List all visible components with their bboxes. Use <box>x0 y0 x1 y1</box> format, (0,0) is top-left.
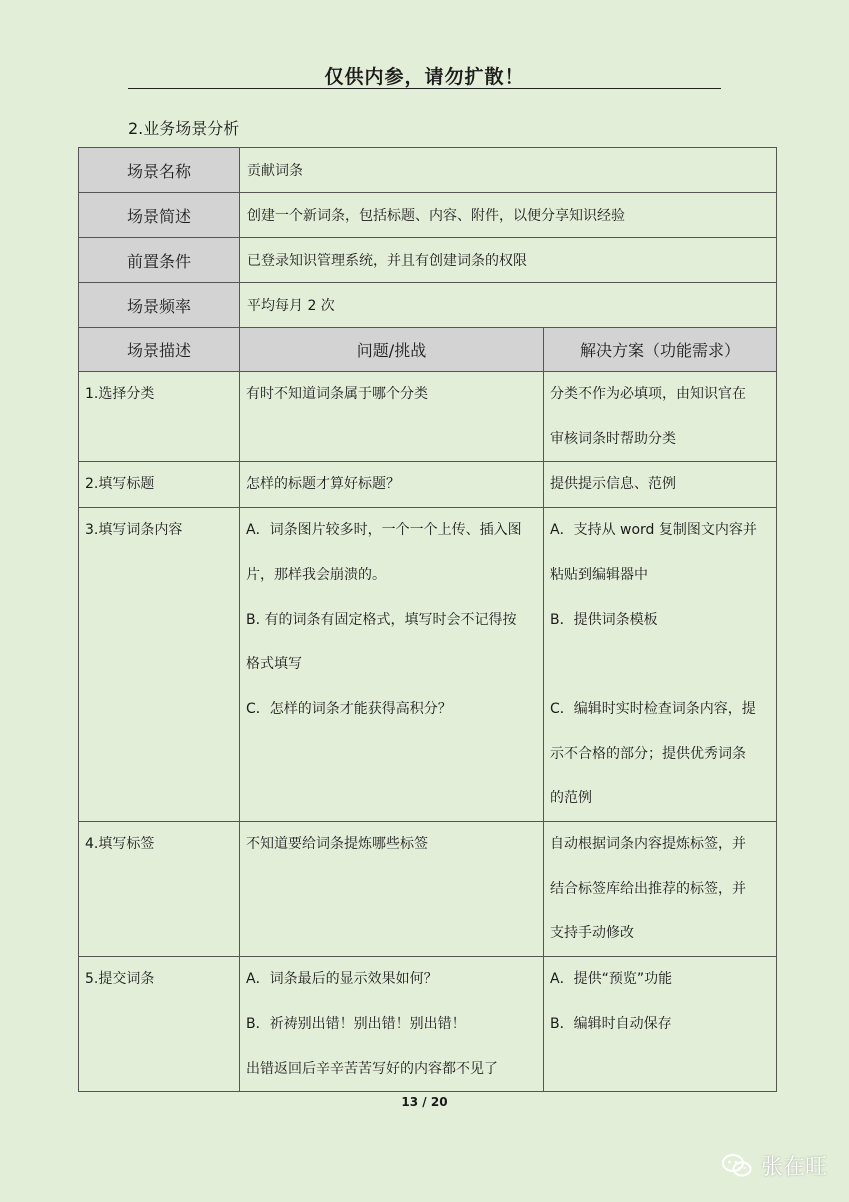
step-cell: 5.提交词条 <box>79 957 240 1092</box>
problem-line: 不知道要给词条提炼哪些标签 <box>246 836 428 853</box>
section-title: 2.业务场景分析 <box>128 119 240 138</box>
solution-line: 分类不作为必填项，由知识官在 <box>550 386 746 402</box>
solution-line: 的范例 <box>550 790 592 807</box>
problem-line: 怎样的标题才算好标题？ <box>246 476 400 493</box>
page-number: 13 / 20 <box>401 1095 448 1109</box>
table-row <box>79 822 777 957</box>
solution-line: 示不合格的部分；提供优秀词条 <box>550 745 746 762</box>
solution-cell <box>544 822 777 957</box>
solution-line: A．提供“预览”功能 <box>550 971 673 988</box>
problem-cell <box>240 508 544 822</box>
problem-cell <box>240 822 544 957</box>
wechat-icon <box>721 1153 753 1179</box>
solution-line: B．提供词条模板 <box>550 611 658 628</box>
problem-cell <box>240 372 544 462</box>
info-row-precondition <box>79 238 777 283</box>
problem-line: B. 有的词条有固定格式，填写时会不记得按 <box>246 611 517 628</box>
solution-line: 支持手动修改 <box>550 925 634 942</box>
solution-cell <box>544 508 777 822</box>
problem-line: 片，那样我会崩溃的。 <box>246 566 386 583</box>
table-row <box>79 462 777 508</box>
problem-line: C．怎样的词条才能获得高积分？ <box>246 700 452 717</box>
info-label: 场景简述 <box>79 193 240 238</box>
step-cell: 3.填写词条内容 <box>79 508 240 822</box>
info-value: 平均每月 2 次 <box>240 283 777 328</box>
info-label: 前置条件 <box>79 238 240 283</box>
solution-cell <box>544 372 777 462</box>
solution-spacer <box>550 642 770 687</box>
info-row-frequency <box>79 283 777 328</box>
problem-cell <box>240 462 544 508</box>
step-cell: 2.填写标题 <box>79 462 240 508</box>
header-divider <box>128 88 721 89</box>
solution-cell <box>544 462 777 508</box>
watermark-text: 张在旺 <box>760 1155 827 1180</box>
header-scenario: 场景描述 <box>79 328 240 372</box>
problem-line: 格式填写 <box>246 656 302 673</box>
table-header-row <box>79 328 777 372</box>
table-row <box>79 372 777 462</box>
step-cell: 4.填写标签 <box>79 822 240 957</box>
scenario-table <box>78 147 777 1092</box>
solution-line: 审核词条时帮助分类 <box>550 430 676 447</box>
info-value: 创建一个新词条，包括标题、内容、附件，以便分享知识经验 <box>240 193 777 238</box>
solution-line: C．编辑时实时检查词条内容，提 <box>550 700 756 717</box>
solution-line: 结合标签库给出推荐的标签，并 <box>550 880 746 897</box>
solution-line: 粘贴到编辑器中 <box>550 566 648 583</box>
confidential-banner: 仅供内参，请勿扩散！ <box>324 66 525 88</box>
info-row-name <box>79 148 777 193</box>
header-problem: 问题/挑战 <box>240 328 544 372</box>
problem-cell <box>240 957 544 1092</box>
info-value: 贡献词条 <box>240 148 777 193</box>
info-value: 已登录知识管理系统，并且有创建词条的权限 <box>240 238 777 283</box>
info-label: 场景频率 <box>79 283 240 328</box>
solution-line: B．编辑时自动保存 <box>550 1015 672 1032</box>
table-row <box>79 957 777 1092</box>
info-label: 场景名称 <box>79 148 240 193</box>
watermark <box>721 1150 827 1181</box>
problem-line: A．词条图片较多时，一个一个上传、插入图 <box>246 522 522 539</box>
problem-line: 出错返回后辛辛苦苦写好的内容都不见了 <box>246 1060 498 1077</box>
solution-line: 自动根据词条内容提炼标签，并 <box>550 836 746 853</box>
info-row-summary <box>79 193 777 238</box>
step-cell: 1.选择分类 <box>79 372 240 462</box>
problem-line: A．词条最后的显示效果如何？ <box>246 971 438 988</box>
solution-line: 提供提示信息、范例 <box>550 476 676 493</box>
table-row <box>79 508 777 822</box>
solution-line: A．支持从 word 复制图文内容并 <box>550 522 757 539</box>
problem-line: 有时不知道词条属于哪个分类 <box>246 386 428 402</box>
header-solution: 解决方案（功能需求） <box>544 328 777 372</box>
solution-cell <box>544 957 777 1092</box>
problem-line: B．祈祷别出错！别出错！别出错！ <box>246 1015 466 1032</box>
